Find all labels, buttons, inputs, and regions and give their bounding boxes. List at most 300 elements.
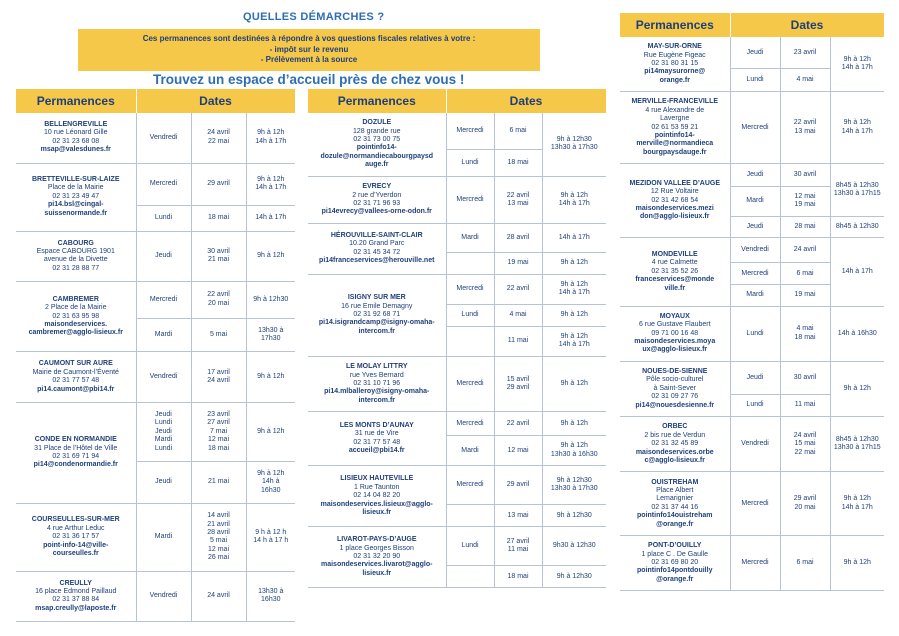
hours-label: 9h à 12h	[257, 175, 285, 183]
hours-cell	[542, 252, 606, 274]
day-label: Jeudi	[155, 410, 172, 418]
location-name: CABOURG	[57, 239, 94, 247]
header-dates: Dates	[446, 89, 606, 113]
dates-cell	[780, 361, 830, 394]
location-email: pi14@nouesdesienne.fr	[635, 401, 715, 409]
table-row	[16, 163, 295, 206]
hours-cell	[830, 472, 884, 536]
dates-cell	[780, 306, 830, 361]
table-row	[16, 282, 295, 318]
day-label: Mercredi	[149, 180, 178, 188]
day-label: Mercredi	[741, 499, 769, 507]
date-label: 24 avril	[793, 246, 817, 254]
date-label: 21 mai	[207, 256, 229, 264]
location-cell	[620, 92, 730, 164]
location-name: MAY-SUR-ORNE	[647, 43, 702, 51]
dates-cell	[780, 216, 830, 238]
location-email: point-info-14@ville-	[43, 541, 109, 549]
day-label: Mercredi	[456, 379, 484, 387]
day-label: Mercredi	[456, 126, 484, 134]
hours-label: 17h30	[261, 334, 281, 342]
day-cell	[136, 402, 191, 461]
hours-label: 9h à 12h30	[556, 136, 592, 144]
location-address: 2 rue d’Yverdon	[352, 191, 402, 199]
table-row	[16, 504, 295, 571]
location-cell	[620, 417, 730, 472]
dates-cell	[494, 566, 542, 588]
table-row	[308, 356, 606, 411]
table-row	[620, 238, 884, 263]
location-name: ORBEC	[662, 423, 688, 431]
location-address: 16 rue Emile Demagny	[341, 302, 413, 310]
dates-cell	[494, 176, 542, 223]
location-email: cambremer@agglo-lisieux.fr	[28, 329, 123, 337]
dates-cell	[191, 282, 246, 318]
day-label: Mardi	[461, 446, 479, 454]
hours-label: 13h30 à 17h15	[833, 444, 881, 452]
day-label: Jeudi	[155, 427, 172, 435]
location-cell	[620, 306, 730, 361]
location-name: NOUES-DE-SIENNE	[642, 368, 708, 376]
header-dates: Dates	[730, 13, 884, 37]
date-label: 12 mai	[207, 436, 229, 444]
hours-cell	[830, 92, 884, 164]
date-label: 24 avril	[207, 592, 230, 600]
date-label: 28 avril	[207, 528, 230, 536]
day-label: Mercredi	[741, 123, 769, 131]
day-cell	[730, 69, 780, 92]
day-cell	[730, 285, 780, 307]
date-label: 22 avril	[506, 419, 530, 427]
dates-cell	[494, 304, 542, 326]
date-label: 17 avril	[207, 368, 230, 376]
location-email: ux@agglo-lisieux.fr	[642, 346, 708, 354]
hours-label: 14h à 17h	[841, 127, 873, 135]
day-cell	[136, 352, 191, 403]
location-address: avenue de la Divette	[43, 256, 108, 264]
location-address: 4 rue Arthur Leduc	[46, 524, 105, 532]
location-phone: 02 31 36 17 57	[52, 533, 100, 541]
table-row	[308, 412, 606, 436]
date-label: 18 mai	[207, 444, 229, 452]
table-row	[308, 527, 606, 566]
location-email: intercom.fr	[358, 327, 396, 335]
location-cell	[16, 163, 136, 231]
hours-label: 13h30 à 16h30	[550, 450, 598, 458]
day-cell	[730, 306, 780, 361]
hours-cell	[246, 163, 295, 206]
date-label: 6 mai	[509, 126, 527, 134]
location-email: maisondeservices.moya	[634, 338, 716, 346]
location-email: @orange.fr	[656, 575, 694, 583]
day-cell	[136, 318, 191, 352]
hours-label: 9h à 12h	[560, 258, 588, 266]
hours-cell	[246, 402, 295, 461]
location-cell	[620, 238, 730, 306]
day-cell	[446, 223, 494, 252]
day-label: Lundi	[746, 76, 764, 84]
location-address: à Saint-Sever	[653, 384, 696, 392]
location-email: don@agglo-lisieux.fr	[640, 213, 710, 221]
page-title: QUELLES DÉMARCHES ?	[243, 11, 385, 23]
date-label: 30 avril	[793, 373, 817, 381]
day-label: Mercredi	[456, 284, 484, 292]
location-address: 6 rue Gustave Flaubert	[638, 321, 711, 329]
location-address: 1 place C . De Gaulle	[641, 550, 709, 558]
hours-cell	[542, 566, 606, 588]
location-phone: 02 14 04 82 20	[353, 492, 401, 500]
dates-cell	[494, 412, 542, 436]
location-phone: 02 31 92 68 71	[353, 311, 401, 318]
location-email: dozule@normandiecabourgpaysd	[320, 152, 434, 160]
day-label: Vendredi	[741, 246, 769, 254]
day-label: Mercredi	[456, 481, 484, 489]
hours-label: 13h30 à	[258, 326, 284, 334]
date-label: 13 mai	[507, 199, 529, 207]
date-label: 19 mai	[794, 291, 816, 299]
date-label: 7 mai	[209, 427, 228, 435]
location-email: pi14franceservices@herouville.net	[319, 257, 435, 265]
hours-cell	[542, 274, 606, 304]
dates-cell	[494, 252, 542, 274]
hours-label: 14h à 17h	[558, 289, 590, 297]
table-row	[620, 37, 884, 69]
header-permanences: Permanences	[308, 89, 446, 113]
date-label: 29 avril	[207, 180, 230, 188]
day-cell	[730, 472, 780, 536]
day-cell	[730, 92, 780, 164]
location-address: 10.20 Grand Parc	[349, 240, 405, 248]
location-name: OUISTREHAM	[651, 478, 699, 486]
location-cell	[308, 113, 446, 176]
location-cell	[308, 412, 446, 466]
hours-label: 9h à 12h	[560, 332, 588, 340]
dates-cell	[494, 466, 542, 505]
date-label: 11 mai	[794, 401, 816, 409]
date-label: 5 mai	[209, 330, 228, 338]
day-label: Jeudi	[155, 478, 172, 486]
location-address: Lavergne	[660, 115, 690, 123]
dates-cell	[191, 231, 246, 282]
date-label: 28 avril	[506, 233, 530, 241]
day-label: Mercredi	[456, 419, 484, 427]
table-row	[16, 571, 295, 622]
schedule-table	[308, 89, 607, 588]
location-cell	[16, 113, 136, 163]
location-phone: 02 31 37 88 84	[52, 596, 100, 604]
hours-cell	[542, 505, 606, 527]
date-label: 4 mai	[509, 311, 527, 318]
location-cell	[308, 176, 446, 223]
location-email: lisieux.fr	[362, 508, 392, 516]
location-email: pi14.mlballeroy@isigny-omaha-	[324, 388, 430, 396]
hours-label: 13h30 à 17h15	[833, 189, 881, 197]
date-label: 23 avril	[207, 410, 230, 418]
day-label: Mardi	[154, 533, 173, 541]
location-phone: 02 31 23 68 08	[52, 137, 100, 145]
table-row	[620, 306, 884, 361]
location-email: c@agglo-lisieux.fr	[644, 456, 705, 464]
hours-cell	[542, 527, 606, 566]
hours-label: 8h45 à 12h30	[835, 181, 879, 189]
location-cell	[620, 472, 730, 536]
hours-cell	[542, 356, 606, 411]
location-name: MOYAUX	[659, 312, 690, 320]
hours-label: 9h à 12h	[257, 427, 285, 435]
location-cell	[308, 274, 446, 356]
dates-cell	[780, 472, 830, 536]
hours-label: 8h45 à 12h30	[835, 222, 879, 230]
location-phone: 02 31 71 96 93	[353, 199, 401, 207]
location-address: 10 rue Léonard Gille	[44, 129, 108, 137]
date-label: 6 mai	[796, 269, 814, 277]
header-permanences: Permanences	[620, 13, 730, 37]
location-email: pi14@condenormandie.fr	[33, 461, 118, 469]
permanences-table-3	[620, 13, 884, 591]
date-label: 12 mai	[507, 446, 529, 454]
date-label: 21 mai	[207, 478, 229, 486]
intro-line: Ces permanences sont destinées à répondre à vos questions fiscales relatives à votre :	[142, 34, 476, 44]
date-label: 28 mai	[794, 222, 816, 230]
intro-box	[78, 29, 540, 71]
location-email: maisondeservices.livarot@agglo-	[321, 561, 433, 569]
hours-cell	[542, 412, 606, 436]
date-label: 26 mai	[207, 554, 229, 562]
location-phone: 02 31 45 34 72	[353, 248, 401, 256]
location-email: ville.fr	[664, 284, 686, 292]
location-name: LES MONTS D’AUNAY	[339, 422, 414, 430]
table-row	[308, 113, 606, 149]
date-label: 13 mai	[507, 511, 529, 519]
date-label: 13 mai	[794, 127, 816, 135]
hours-label: 14h à 17h	[558, 233, 590, 241]
day-label: Lundi	[461, 542, 479, 550]
hours-cell	[542, 436, 606, 466]
table-row	[308, 466, 606, 505]
day-cell	[730, 394, 780, 417]
date-label: 19 mai	[794, 201, 816, 209]
date-label: 19 mai	[507, 258, 529, 266]
location-phone: 02 31 73 00 75	[353, 136, 401, 144]
location-address: 12 Rue Voltaire	[650, 188, 699, 196]
location-email: franceservices@monde	[635, 276, 715, 284]
hours-label: 9h à 12h	[560, 280, 588, 288]
day-label: Mercredi	[149, 295, 178, 303]
table-row	[620, 417, 884, 472]
location-address: Espace CABOURG 1901	[36, 247, 115, 255]
hours-label: 9h à 12h	[843, 55, 871, 63]
hours-label: 9h à 12h	[560, 311, 588, 318]
day-cell	[446, 466, 494, 505]
location-phone: 09 71 00 16 48	[651, 329, 699, 337]
location-address: 2 bis rue de Verdun	[644, 431, 706, 439]
hours-cell	[542, 326, 606, 356]
table-row	[620, 361, 884, 394]
location-email: courseulles.fr	[52, 549, 99, 557]
location-email: pointinfo14-	[356, 144, 397, 152]
date-label: 22 avril	[506, 191, 530, 199]
location-name: CREULLY	[59, 579, 92, 587]
location-cell	[308, 466, 446, 527]
dates-cell	[494, 527, 542, 566]
day-cell	[446, 566, 494, 588]
location-phone: 02 31 35 52 26	[651, 267, 699, 275]
location-email: auge.fr	[365, 161, 389, 169]
table-row	[16, 231, 295, 282]
hours-cell	[830, 306, 884, 361]
date-label: 20 mai	[794, 503, 816, 511]
hours-label: 9h à 12h	[560, 442, 588, 450]
date-label: 22 mai	[794, 448, 816, 456]
dates-cell	[780, 92, 830, 164]
dates-cell	[191, 504, 246, 571]
date-label: 11 mai	[507, 546, 529, 554]
day-cell	[730, 361, 780, 394]
location-email: maisondeservices.lisieux@agglo-	[320, 500, 433, 508]
location-cell	[308, 356, 446, 411]
date-label: 24 avril	[207, 377, 230, 385]
day-cell	[446, 252, 494, 274]
location-phone: 02 31 10 71 96	[353, 379, 401, 387]
hours-cell	[246, 318, 295, 352]
date-label: 15 avril	[506, 375, 530, 383]
location-email: pi14.bsl@cingal-	[48, 201, 104, 209]
day-label: Lundi	[461, 311, 479, 318]
date-label: 18 mai	[507, 572, 529, 580]
date-label: 21 avril	[207, 520, 230, 528]
date-label: 11 mai	[507, 337, 529, 345]
hours-label: 14h à 17h	[841, 64, 873, 72]
hours-cell	[830, 37, 884, 92]
intro-line: - Prélèvement à la source	[260, 55, 358, 65]
location-name: LIVAROT-PAYS-D’AUGE	[336, 536, 417, 544]
location-email: pointinfo14-	[654, 131, 695, 139]
hours-cell	[542, 466, 606, 505]
location-email: pi14maysurorne@	[644, 68, 706, 76]
location-address: 128 grande rue	[353, 127, 401, 135]
location-phone: 02 31 32 45 89	[651, 440, 699, 448]
date-label: 12 mai	[794, 192, 816, 200]
location-name: MONDEVILLE	[651, 250, 698, 258]
day-label: Lundi	[461, 158, 479, 166]
hours-label: 9 h à 12 h	[255, 528, 287, 536]
day-label: Mercredi	[456, 195, 484, 203]
day-cell	[446, 176, 494, 223]
hours-cell	[830, 536, 884, 591]
table-row	[620, 536, 884, 591]
hours-label: 14h à 16h30	[837, 329, 877, 337]
location-cell	[620, 361, 730, 416]
schedule-table	[620, 13, 885, 591]
dates-cell	[494, 326, 542, 356]
day-label: Mardi	[154, 436, 173, 444]
day-cell	[446, 113, 494, 149]
day-label: Vendredi	[149, 133, 178, 141]
permanences-table-2	[308, 89, 606, 588]
location-email: pointinfo14pontdouilly	[637, 567, 713, 575]
day-cell	[136, 231, 191, 282]
hours-label: 14h à 17h	[841, 503, 873, 511]
dates-cell	[191, 113, 246, 163]
hours-cell	[246, 504, 295, 571]
table-row	[620, 472, 884, 536]
table-row	[16, 352, 295, 403]
hours-label: 14h à 17h	[255, 214, 287, 222]
dates-cell	[780, 186, 830, 216]
day-label: Jeudi	[746, 170, 764, 178]
location-address: Mairie de Caumont-l’Éventé	[32, 368, 119, 376]
date-label: 29 avril	[506, 384, 530, 392]
location-cell	[620, 37, 730, 92]
date-label: 22 avril	[793, 119, 817, 127]
header-permanences: Permanences	[16, 89, 136, 113]
location-address: 4 rue Alexandre de	[645, 106, 705, 114]
day-label: Lundi	[154, 444, 173, 452]
table-row	[16, 402, 295, 461]
location-email: merville@normandieca	[636, 140, 714, 148]
location-phone: 02 31 77 57 48	[353, 438, 401, 446]
day-cell	[730, 417, 780, 472]
date-label: 27 avril	[207, 419, 230, 427]
date-label: 18 mai	[794, 333, 816, 341]
day-cell	[446, 436, 494, 466]
day-cell	[730, 536, 780, 591]
day-cell	[136, 206, 191, 231]
location-email: msap.creully@laposte.fr	[35, 604, 117, 612]
hours-label: 9h à 12h30	[556, 572, 592, 580]
hours-label: 9h30 à 12h30	[552, 542, 596, 550]
location-email: pi14evrecy@vallees-orne-odon.fr	[321, 208, 432, 216]
hours-label: 9h à 12h30	[253, 295, 289, 303]
schedule-table	[16, 89, 296, 622]
location-email: intercom.fr	[358, 396, 396, 404]
dates-cell	[780, 394, 830, 417]
location-name: HÉROUVILLE-SAINT-CLAIR	[330, 231, 423, 239]
location-email: lisieux.fr	[362, 569, 392, 577]
dates-cell	[191, 163, 246, 206]
location-email: pi14.caumont@pbi14.fr	[37, 385, 115, 393]
table-row	[16, 113, 295, 163]
location-phone: 02 31 28 88 77	[52, 264, 100, 272]
hours-label: 9h à 12h	[843, 384, 871, 392]
day-cell	[730, 216, 780, 238]
hours-label: 9h à 12h	[257, 252, 285, 260]
day-label: Vendredi	[149, 372, 178, 380]
location-name: DOZULE	[362, 119, 392, 127]
location-cell	[620, 536, 730, 591]
hours-cell	[542, 223, 606, 252]
location-phone: 02 31 63 95 98	[52, 312, 100, 320]
location-phone: 02 61 53 59 21	[651, 123, 699, 131]
hours-label: 14h à 17h	[255, 184, 287, 192]
location-cell	[308, 223, 446, 274]
hours-label: 14h à 17h	[558, 199, 590, 207]
day-label: Jeudi	[746, 48, 764, 56]
location-email: bourgpaysdauge.fr	[643, 148, 707, 156]
dates-cell	[780, 263, 830, 285]
location-cell	[16, 352, 136, 403]
dates-cell	[494, 356, 542, 411]
dates-cell	[494, 149, 542, 176]
dates-cell	[780, 285, 830, 307]
day-cell	[136, 282, 191, 318]
location-phone: 02 31 80 31 15	[651, 59, 699, 67]
day-label: Vendredi	[149, 592, 178, 600]
day-label: Jeudi	[746, 222, 764, 230]
day-cell	[446, 149, 494, 176]
location-name: LISIEUX HAUTEVILLE	[340, 475, 414, 483]
day-cell	[446, 412, 494, 436]
